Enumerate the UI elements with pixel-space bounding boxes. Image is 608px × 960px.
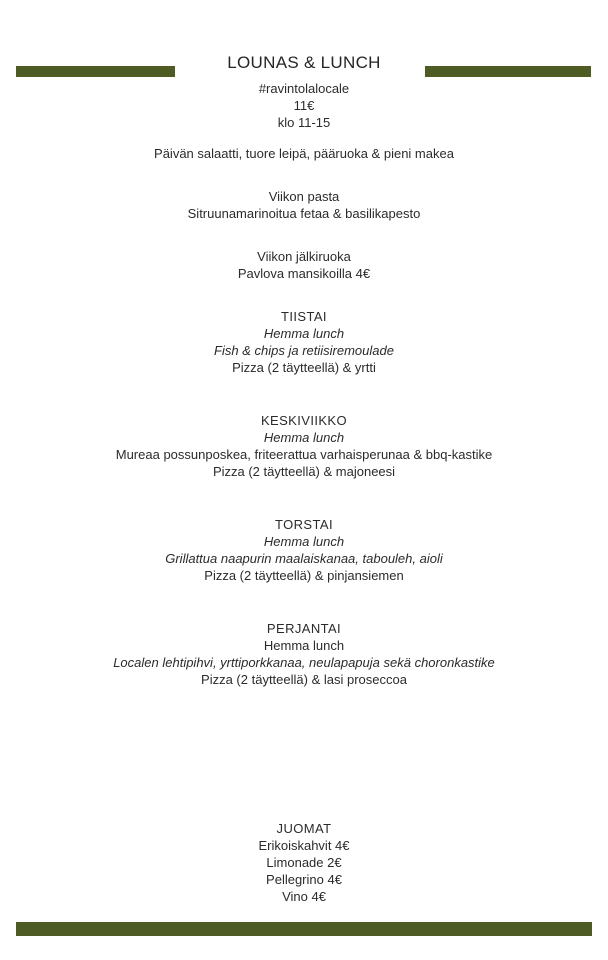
- drinks-heading: JUOMAT: [276, 821, 332, 836]
- day-pizza: Pizza (2 täytteellä) & pinjansiemen: [204, 568, 404, 583]
- drink-item: Erikoiskahvit 4€: [258, 838, 350, 853]
- spacer: [0, 584, 608, 620]
- day-name: TIISTAI: [281, 309, 327, 324]
- pasta-heading: Viikon pasta: [268, 189, 340, 204]
- lunch-price: 11€: [293, 98, 315, 113]
- spacer-before-drinks: [0, 688, 608, 820]
- spacer: [0, 162, 608, 188]
- day-main-dish: Grillattua naapurin maalaiskanaa, tabouleh, aioli: [165, 551, 443, 566]
- day-section: [0, 620, 608, 688]
- drinks-list: [0, 837, 608, 905]
- drink-item: Pellegrino 4€: [266, 872, 342, 887]
- pasta-description: Sitruunamarinoitua fetaa & basilikapesto: [187, 206, 421, 221]
- day-section: [0, 516, 608, 584]
- pasta-section: [0, 188, 608, 222]
- lunch-includes: Päivän salaatti, tuore leipä, pääruoka & pieni makea: [154, 146, 454, 161]
- drink-item: Limonade 2€: [266, 855, 342, 870]
- dessert-section: [0, 248, 608, 282]
- page-title: LOUNAS & LUNCH: [227, 53, 381, 72]
- spacer: [0, 222, 608, 248]
- drinks-section: [0, 820, 608, 905]
- day-name: KESKIVIIKKO: [260, 413, 348, 428]
- day-sections: [0, 308, 608, 688]
- spacer: [0, 282, 608, 308]
- spacer: [0, 480, 608, 516]
- footer-rule: [16, 922, 592, 936]
- menu-content: [0, 145, 608, 905]
- day-section: [0, 308, 608, 376]
- day-main-dish: Localen lehtipihvi, yrttiporkkanaa, neulapapuja sekä choronkastike: [113, 655, 495, 670]
- spacer: [0, 376, 608, 412]
- header-details: [0, 80, 608, 131]
- day-name: TORSTAI: [275, 517, 333, 532]
- dessert-heading: Viikon jälkiruoka: [257, 249, 351, 264]
- day-main-dish: Mureaa possunposkea, friteerattua varhaisperunaa & bbq-kastike: [115, 447, 493, 462]
- day-main-dish: Fish & chips ja retiisiremoulade: [214, 343, 394, 358]
- day-pizza: Pizza (2 täytteellä) & yrtti: [232, 360, 376, 375]
- day-subtitle: Hemma lunch: [263, 534, 345, 549]
- drink-item: Vino 4€: [282, 889, 326, 904]
- lunch-hours: klo 11-15: [277, 115, 331, 130]
- day-pizza: Pizza (2 täytteellä) & lasi proseccoa: [201, 672, 407, 687]
- hashtag: #ravintolalocale: [258, 81, 350, 96]
- day-section: [0, 412, 608, 480]
- day-subtitle: Hemma lunch: [263, 638, 345, 653]
- day-pizza: Pizza (2 täytteellä) & majoneesi: [212, 464, 396, 479]
- day-name: PERJANTAI: [266, 621, 342, 636]
- day-subtitle: Hemma lunch: [263, 430, 345, 445]
- day-subtitle: Hemma lunch: [263, 326, 345, 341]
- dessert-description: Pavlova mansikoilla 4€: [237, 266, 371, 281]
